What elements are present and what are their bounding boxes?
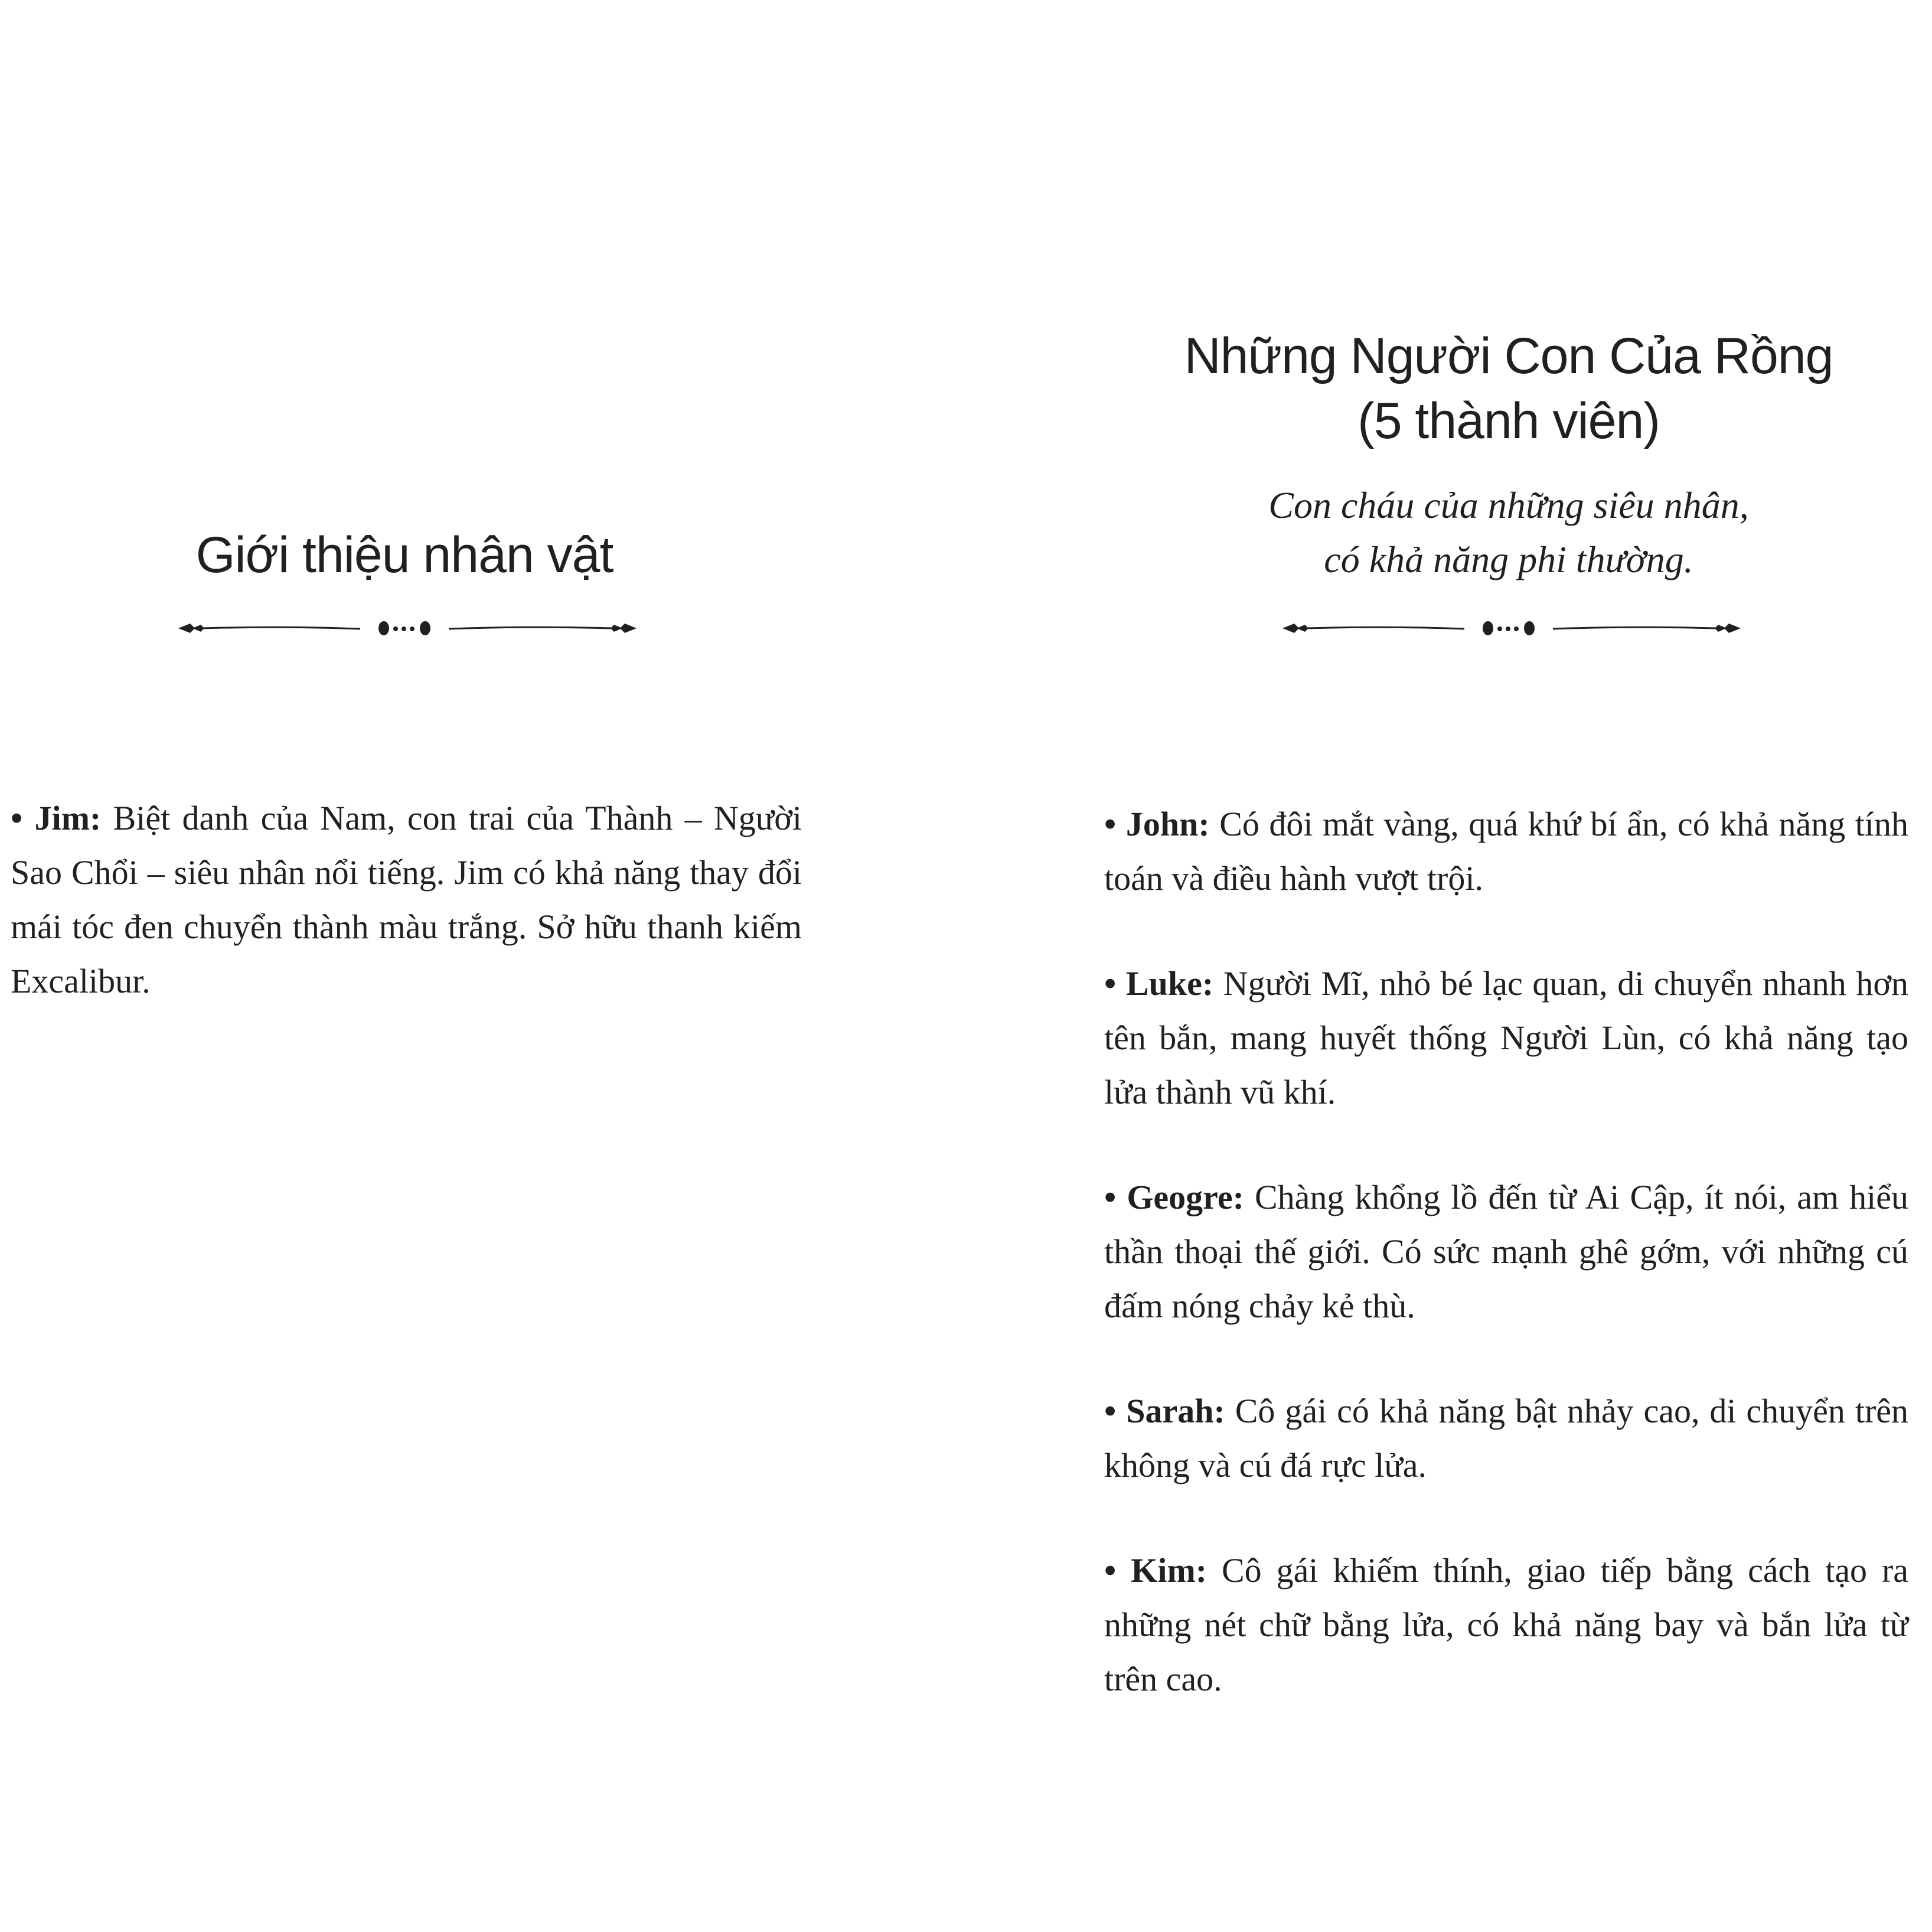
bullet: • xyxy=(1104,964,1117,1003)
bullet: • xyxy=(1104,1392,1117,1430)
section-title-line: Những Người Con Của Rồng xyxy=(1184,328,1833,384)
character-name: Kim: xyxy=(1131,1551,1208,1590)
list-item xyxy=(1104,957,1908,1120)
page-title: Giới thiệu nhân vật xyxy=(195,527,613,583)
list-item xyxy=(1104,1384,1908,1493)
section-subtitle-line: Con cháu của những siêu nhân, xyxy=(1268,484,1749,526)
character-name: Jim: xyxy=(34,799,102,837)
character-name: Geogre: xyxy=(1127,1178,1244,1216)
character-description: Biệt danh của Nam, con trai của Thành – Người Sao Chổi – siêu nhân nổi tiếng. Jim có khả năng thay đổi mái tóc đen chuyển thành màu trắng. Sở hữu thanh kiếm Excalibur. xyxy=(11,799,802,1000)
character-description: Cô gái khiếm thính, giao tiếp bằng cách tạo ra những nét chữ bằng lửa, có khả năng bay và bắn lửa từ trên cao. xyxy=(1104,1551,1909,1698)
bullet: • xyxy=(1104,1551,1117,1590)
list-item xyxy=(1104,1543,1908,1706)
flourish-divider-icon xyxy=(1281,611,1742,646)
list-item xyxy=(1104,797,1908,906)
list-item xyxy=(1104,1170,1908,1333)
right-page xyxy=(1104,0,1913,1932)
character-description: Có đôi mắt vàng, quá khứ bí ẩn, có khả năng tính toán và điều hành vượt trội. xyxy=(1104,805,1909,898)
list-item xyxy=(11,791,802,1009)
bullet: • xyxy=(1104,805,1117,843)
bullet: • xyxy=(1104,1178,1117,1216)
character-list xyxy=(11,791,802,1059)
character-list xyxy=(1104,797,1908,1757)
section-title-line: (5 thành viên) xyxy=(1357,393,1660,449)
character-description: Chàng khổng lồ đến từ Ai Cập, ít nói, am hiểu thần thoại thế giới. Có sức mạnh ghê gớm, với những cú đấm nóng chảy kẻ thù. xyxy=(1104,1178,1909,1325)
left-page xyxy=(0,0,827,1932)
bullet: • xyxy=(11,799,23,837)
section-subtitle xyxy=(1104,478,1913,587)
character-name: John: xyxy=(1125,805,1210,843)
section-title xyxy=(1104,324,1913,453)
character-name: Luke: xyxy=(1125,964,1214,1003)
character-description: Người Mĩ, nhỏ bé lạc quan, di chuyển nhanh hơn tên bắn, mang huyết thống Người Lùn, có khả năng tạo lửa thành vũ khí. xyxy=(1104,964,1908,1111)
flourish-divider-icon xyxy=(177,611,638,646)
character-name: Sarah: xyxy=(1126,1392,1225,1430)
character-description: Cô gái có khả năng bật nhảy cao, di chuyển trên không và cú đá rực lửa. xyxy=(1104,1392,1909,1484)
section-subtitle-line: có khả năng phi thường. xyxy=(1324,539,1693,580)
